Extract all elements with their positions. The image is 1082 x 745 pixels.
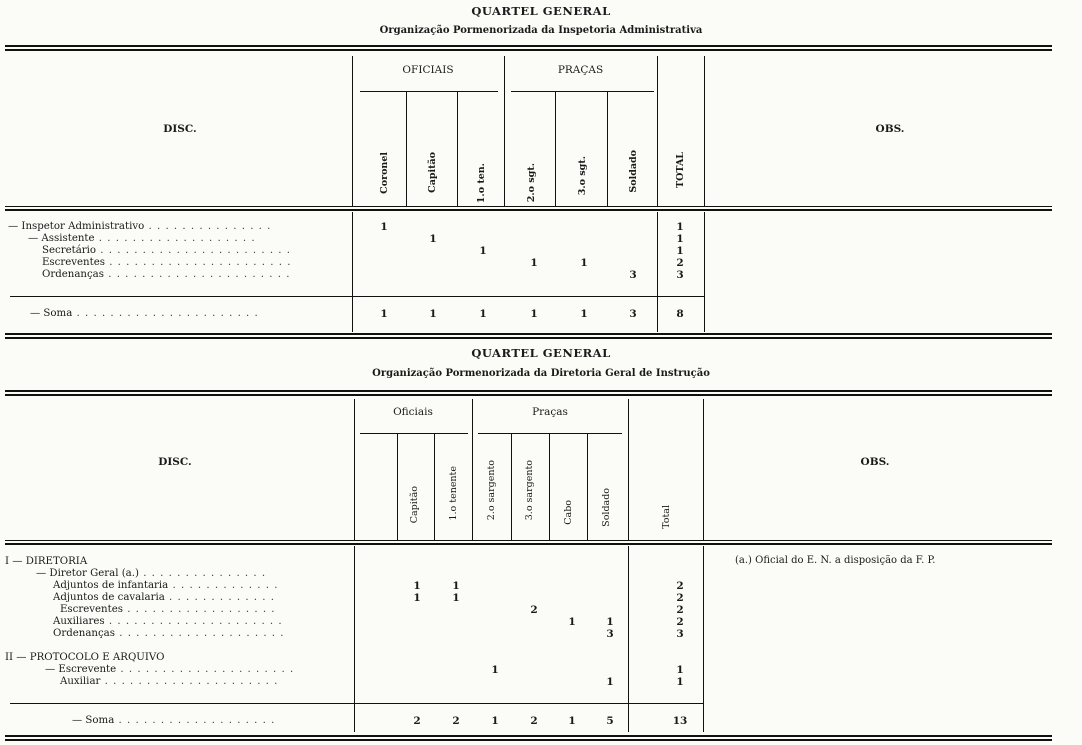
divider [704,56,705,206]
table2-row-label: Escreventes . . . . . . . . . . . . . . . . . . [60,604,276,615]
divider [397,434,398,540]
divider [352,212,353,332]
rule [5,390,1052,392]
divider [457,92,458,206]
soma-cell: 1 [530,308,538,320]
group-pracas: Praças [532,406,568,418]
col-header: Soldado [628,150,639,193]
soma-cell: 2 [452,715,460,727]
cell: 2 [530,604,538,616]
table2-subtitle: Organização Pormenorizada da Diretoria Geral de Instrução [372,368,710,379]
soma-cell: 1 [568,715,576,727]
cell: 1 [380,221,388,233]
cell: 1 [413,592,421,604]
divider [472,399,473,540]
divider [628,399,629,540]
table2-row-label: Ordenanças . . . . . . . . . . . . . . . . . . . . [53,628,285,639]
divider [703,399,704,540]
soma-cell: 5 [606,715,614,727]
table1-row-label: Ordenanças . . . . . . . . . . . . . . . . . . . . . . [42,269,291,280]
col-header: 3.o sargento [524,460,535,521]
rule [5,49,1052,51]
cell: 1 [452,580,460,592]
cell: 2 [676,604,684,616]
cell: 2 [676,616,684,628]
rule [360,433,468,434]
divider [555,92,556,206]
obs-note: (a.) Oficial do E. N. a disposição da F. P. [735,555,936,566]
col-header: 3.o sgt. [577,156,588,196]
disc-header: DISC. [158,456,192,468]
col-header: Coronel [379,152,390,194]
divider [434,434,435,540]
rule [5,209,1052,211]
soma-cell: 1 [491,715,499,727]
rule [511,91,654,92]
divider [352,56,353,206]
rule [5,206,1052,207]
cell: 1 [491,664,499,676]
col-header: Capitão [427,152,438,193]
cell: 1 [606,676,614,688]
disc-header: DISC. [163,123,197,135]
divider [607,92,608,206]
soma-cell: 1 [479,308,487,320]
divider [657,56,658,206]
cell: 1 [452,592,460,604]
col-header: 2.o sgt. [526,163,537,203]
rule [5,337,1052,339]
col-header: Total [661,505,672,529]
table2-row-label: Auxiliar . . . . . . . . . . . . . . . . . . . . . [60,676,279,687]
table2-row-label: Adjuntos de infantaria . . . . . . . . . . . . . [53,580,279,591]
soma-cell: 8 [676,308,684,320]
table1-row-label: Secretário . . . . . . . . . . . . . . . . . . . . . . . [42,245,292,256]
cell: 1 [676,676,684,688]
cell: 1 [676,664,684,676]
cell: 1 [676,233,684,245]
divider [406,92,407,206]
table2-row-label: Adjuntos de cavalaria . . . . . . . . . . . . . [53,592,275,603]
cell: 1 [429,233,437,245]
divider [657,212,658,332]
group-pracas: PRAÇAS [557,64,604,76]
divider [628,546,629,732]
cell: 2 [676,257,684,269]
cell: 1 [580,257,588,269]
divider [354,399,355,540]
cell: 1 [568,616,576,628]
soma-cell: 3 [629,308,637,320]
col-header: 2.o sargento [486,460,497,521]
col-header: TOTAL [675,152,686,188]
divider [504,56,505,206]
rule [10,703,703,704]
cell: 1 [676,245,684,257]
soma-cell: 2 [530,715,538,727]
table2-row-label: Auxiliares . . . . . . . . . . . . . . . . . . . . . [53,616,283,627]
table2-title: QUARTEL GENERAL [471,346,611,360]
rule [360,91,498,92]
obs-header: OBS. [860,456,890,468]
cell: 3 [676,269,684,281]
soma-cell: 13 [672,715,688,727]
obs-header: OBS. [875,123,905,135]
group-oficiais: OFICIAIS [402,64,454,76]
rule [5,739,1052,741]
cell: 1 [479,245,487,257]
table1-row-label: — Inspetor Administrativo . . . . . . . . . . . . . . . [8,221,272,232]
col-header: Cabo [563,500,574,525]
group-oficiais: Oficiais [393,406,433,418]
cell: 1 [676,221,684,233]
col-header: 1.o ten. [476,163,487,204]
rule [5,394,1052,396]
soma-cell: 2 [413,715,421,727]
divider [587,434,588,540]
soma-cell: 1 [429,308,437,320]
cell: 1 [530,257,538,269]
cell: 2 [676,580,684,592]
cell: 3 [676,628,684,640]
cell: 3 [629,269,637,281]
rule [5,45,1052,47]
soma-label: — Soma . . . . . . . . . . . . . . . . . . . . . . [30,308,259,319]
table2-row-label: — Escrevente . . . . . . . . . . . . . . . . . . . . . [45,664,295,675]
cell: 2 [676,592,684,604]
divider [549,434,550,540]
table1-row-label: Escreventes . . . . . . . . . . . . . . . . . . . . . . [42,257,292,268]
soma-cell: 1 [580,308,588,320]
rule [5,735,1052,737]
divider [511,434,512,540]
divider [703,546,704,732]
table1-row-label: — Assistente . . . . . . . . . . . . . . . . . . . [28,233,256,244]
rule [10,296,704,297]
table2-row-label: — Diretor Geral (a.) . . . . . . . . . . . . . . . [36,568,267,579]
col-header: 1.o tenente [448,466,459,521]
soma-cell: 1 [380,308,388,320]
table2-row-label: I — DIRETORIA [5,556,88,567]
rule [5,543,1052,545]
divider [704,212,705,332]
table2-row-label: II — PROTOCOLO E ARQUIVO [5,652,165,663]
rule [5,540,1052,541]
rule [478,433,622,434]
col-header: Capitão [409,486,420,524]
rule [5,333,1052,335]
divider [354,546,355,732]
cell: 1 [606,616,614,628]
table1-title: QUARTEL GENERAL [471,4,611,18]
col-header: Soldado [601,488,612,527]
cell: 3 [606,628,614,640]
table1-subtitle: Organização Pormenorizada da Inspetoria Administrativa [379,25,703,36]
cell: 1 [413,580,421,592]
soma-label: — Soma . . . . . . . . . . . . . . . . . . . [72,715,276,726]
